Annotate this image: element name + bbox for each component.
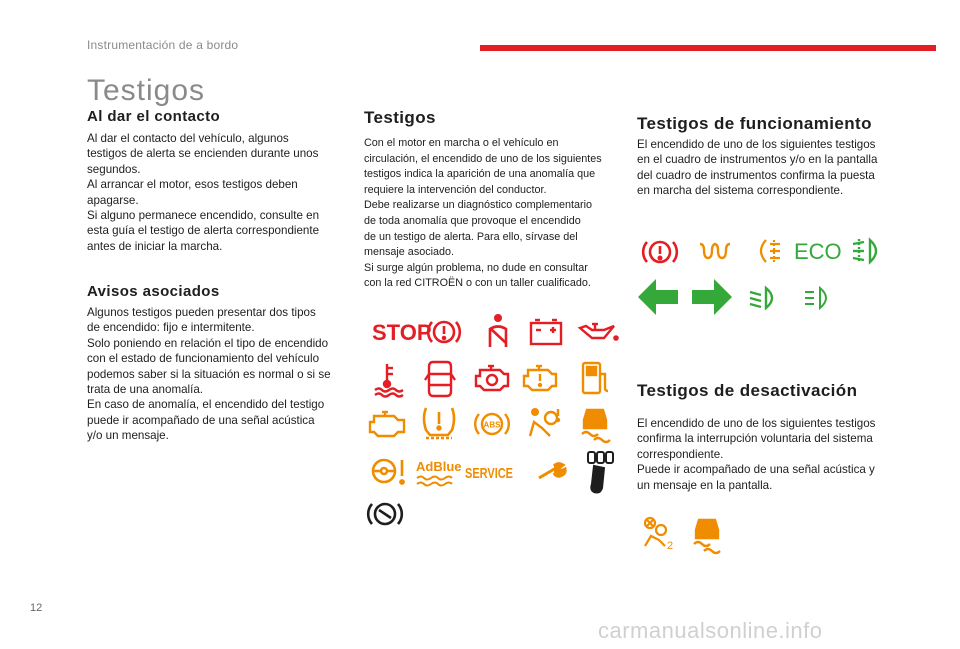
parking-brake-icon bbox=[642, 236, 678, 268]
stop-label: STOP bbox=[372, 320, 432, 345]
engine-fault-icon bbox=[474, 364, 512, 392]
tyre-pressure-icon bbox=[420, 404, 458, 440]
heading-avisos-asociados: Avisos asociados bbox=[87, 283, 220, 300]
heading-testigos: Testigos bbox=[364, 108, 436, 127]
sidelights-icon bbox=[802, 286, 834, 310]
stop-icon bbox=[372, 318, 432, 346]
door-open-icon bbox=[425, 359, 455, 399]
battery-icon bbox=[529, 318, 563, 346]
left-indicator-icon bbox=[638, 279, 680, 315]
paragraph-testigos-de-desactivacion: El encendido de uno de los siguientes testigos confirma la interrupción voluntaria del sistema correspondiente. Puede ir acompañado de una señal acústica y un mensaje en la pantalla. bbox=[637, 417, 876, 492]
esp-off-icon bbox=[690, 514, 724, 554]
paragraph-al-dar-el-contacto: Al dar el contacto del vehículo, algunos testigos de alerta se encienden durante unos segundos. Al arrancar el motor, esos testigos deben apagarse. Si alguno permanece encendido, consulte en esta guía el testigo de alerta correspondiente antes de iniciar la marcha. bbox=[87, 132, 320, 253]
heading-testigos-de-desactivacion: Testigos de desactivación bbox=[637, 381, 858, 400]
heading-testigos-de-funcionamiento: Testigos de funcionamiento bbox=[637, 114, 872, 133]
header-accent-bar bbox=[480, 45, 936, 51]
eco-icon bbox=[794, 238, 842, 264]
abs-icon bbox=[474, 408, 510, 440]
seatbelt-icon bbox=[480, 313, 514, 349]
preheating-icon bbox=[697, 240, 731, 264]
passenger-airbag-off-icon bbox=[643, 516, 679, 552]
section-header: Instrumentación de a bordo bbox=[87, 38, 239, 52]
coolant-temperature-icon bbox=[373, 362, 403, 396]
esp-icon bbox=[578, 404, 612, 442]
paragraph-testigos-de-funcionamiento: El encendido de uno de los siguientes testigos en el cuadro de instrumentos y/o en la pantalla del cuadro de instrumentos confirma la puesta en marcha del sistema correspondiente. bbox=[637, 138, 878, 198]
engine-icon bbox=[368, 410, 408, 438]
engine-alert-icon bbox=[522, 364, 560, 392]
airbag-icon bbox=[526, 406, 560, 440]
adblue-label: AdBlue bbox=[416, 459, 462, 474]
paragraph-avisos-asociados: Algunos testigos pueden presentar dos tipos de encendido: fijo e intermitente. Solo poniendo en relación el tipo de encendido con el estado de funcionamiento del vehículo podemos saber si la situación es normal o si se trata de una anomalía. En caso de anomalía, el encendido del testigo puede ir acompañado de una señal acústica y/o un mensaje. bbox=[87, 306, 331, 443]
dipped-beam-icon bbox=[748, 286, 780, 310]
service-icon bbox=[465, 461, 515, 483]
page-number: 12 bbox=[30, 602, 43, 614]
right-indicator-icon bbox=[690, 279, 732, 315]
svg-text:2: 2 bbox=[667, 540, 674, 552]
watermark: carmanualsonline.info bbox=[598, 618, 823, 643]
brake-icon bbox=[426, 315, 462, 349]
eco-label: ECO bbox=[794, 239, 842, 264]
adblue-icon bbox=[415, 458, 462, 488]
oil-pressure-icon bbox=[578, 320, 618, 344]
electric-parking-brake-icon bbox=[366, 498, 404, 530]
service-label: SERVICE bbox=[465, 465, 513, 482]
rear-fog-icon bbox=[752, 236, 782, 266]
front-fog-icon bbox=[850, 236, 884, 266]
paragraph-testigos: Con el motor en marcha o el vehículo en circulación, el encendido de uno de los siguientes testigos indica la aparición de una anomalía que requiere la intervención del conductor. Debe realizarse un diagnóstico complementario de toda anomalía que provoque el encendido de un testigo de alerta. Para ello, sírvase del mensaje asociado. Si surge algún problema, no dude en consultar con la red CITROËN o con un taller cualificado. bbox=[364, 137, 602, 290]
fuel-icon bbox=[580, 360, 610, 396]
spanner-icon bbox=[536, 462, 566, 482]
svg-text:ABS: ABS bbox=[483, 420, 501, 430]
heading-al-dar-el-contacto: Al dar el contacto bbox=[87, 108, 221, 125]
page-title: Testigos bbox=[87, 74, 206, 107]
power-steering-icon bbox=[370, 456, 406, 486]
foot-on-brake-icon bbox=[584, 450, 618, 496]
